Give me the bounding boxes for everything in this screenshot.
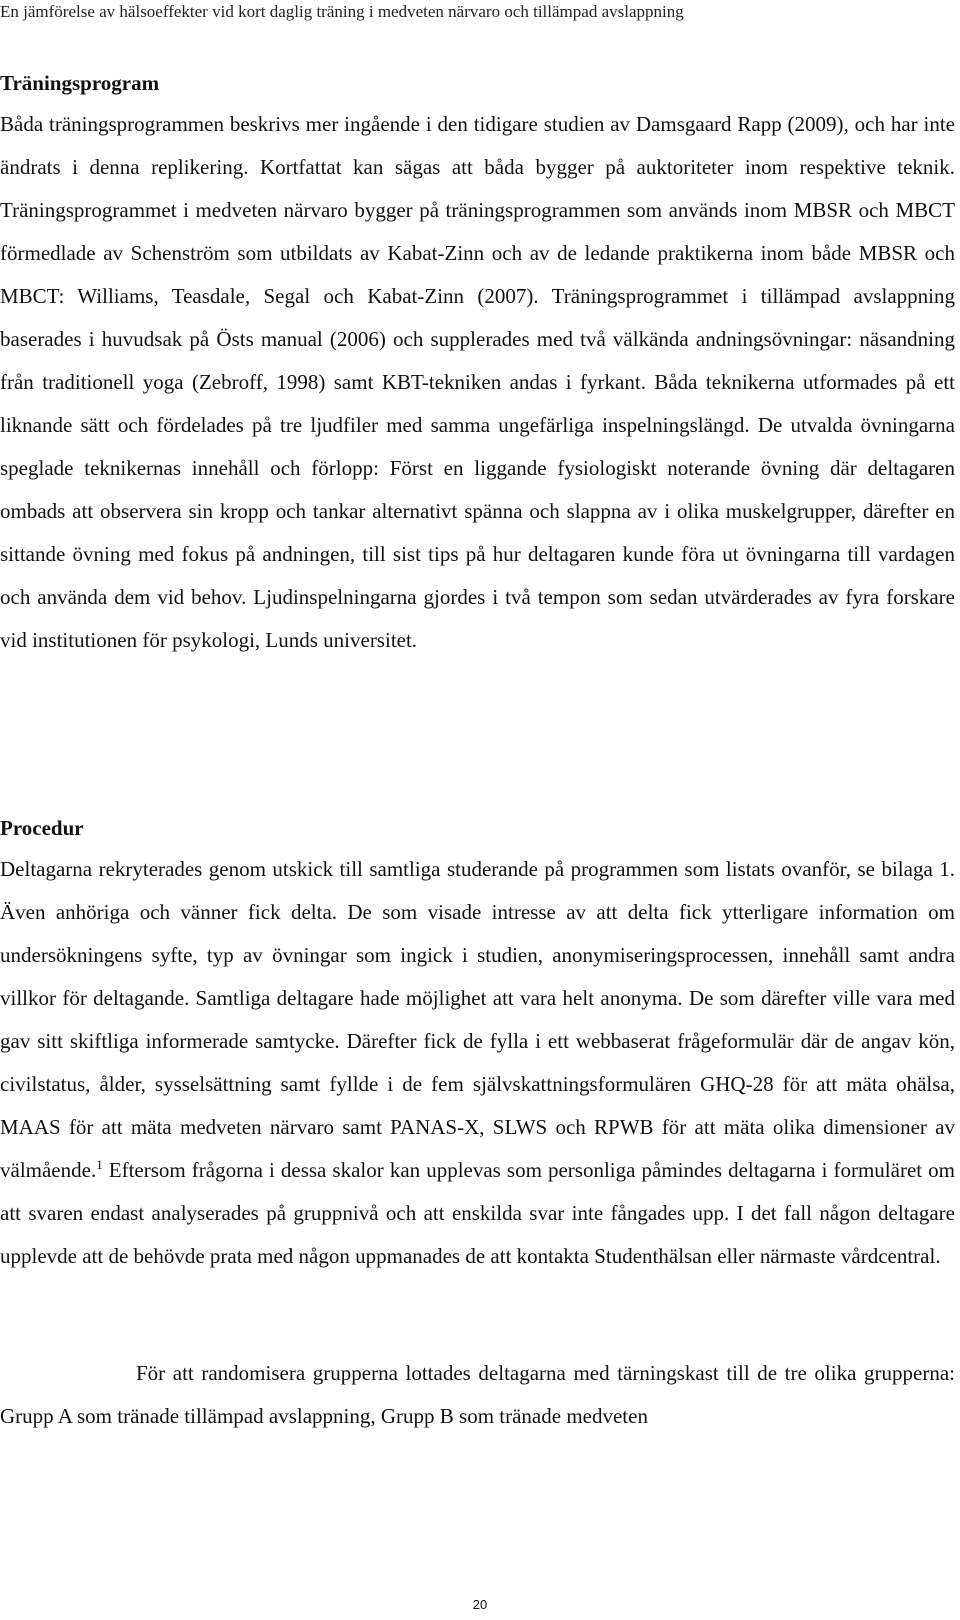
- paragraph-procedure-1-text-a: Deltagarna rekryterades genom utskick till samtliga studerande på programmen som listats ovanför, se bilaga 1. Även anhöriga och vänner fick delta. De som visade intresse av att delta fick ytterligare information om undersökningens syfte, typ av övningar som ingick i studien, anonymiseringsprocessen, innehåll samt andra villkor för deltagande. Samtliga deltagare hade möjlighet att vara helt anonyma. De som därefter ville vara med gav sitt skiftliga informerade samtycke. Därefter fick de fylla i ett webbaserat frågeformulär där de angav kön, civilstatus, ålder, sysselsättning samt fyllde i de fem självskattningsformulären GHQ-28 för att mäta ohälsa, MAAS för att mäta medveten närvaro samt PANAS-X, SLWS och RPWB för att mäta olika dimensioner av välmående.: [0, 857, 955, 1182]
- paragraph-procedure-1-text-b: Eftersom frågorna i dessa skalor kan upplevas som personliga påmindes deltagarna i formuläret om att svaren endast analyserades på gruppnivå och att enskilda svar inte fångades upp. I det fall någon deltagare upplevde att de behövde prata med någon uppmanades de att kontakta Studenthälsan eller närmaste vårdcentral.: [0, 1158, 955, 1268]
- paragraph-procedure-1: [0, 848, 955, 1278]
- footnote-marker: 1: [96, 1157, 103, 1172]
- section-heading-procedure: Procedur: [0, 816, 84, 840]
- page-number: 20: [472, 1597, 488, 1612]
- paragraph-procedure-2: För att randomisera grupperna lottades deltagarna med tärningskast till de tre olika grupperna: Grupp A som tränade tillämpad avslappning, Grupp B som tränade medveten: [0, 1361, 955, 1428]
- section-heading-training: Träningsprogram: [0, 71, 160, 95]
- running-header: En jämförelse av hälsoeffekter vid kort daglig träning i medveten närvaro och tillämpad avslappning: [0, 2, 684, 21]
- paragraph-training: Båda träningsprogrammen beskrivs mer ingående i den tidigare studien av Damsgaard Rapp (2009), och har inte ändrats i denna replikering. Kortfattat kan sägas att båda bygger på auktoriteter inom respektive teknik. Träningsprogrammet i medveten närvaro bygger på träningsprogrammen som används inom MBSR och MBCT förmedlade av Schenström som utbildats av Kabat-Zinn och av de ledande praktikerna inom både MBSR och MBCT: Williams, Teasdale, Segal och Kabat-Zinn (2007). Träningsprogrammet i tillämpad avslappning baserades i huvudsak på Östs manual (2006) och supplerades med två välkända andningsövningar: näsandning från traditionell yoga (Zebroff, 1998) samt KBT-tekniken andas i fyrkant. Båda teknikerna utformades på ett liknande sätt och fördelades på tre ljudfiler med samma ungefärliga inspelningslängd. De utvalda övningarna speglade teknikernas innehåll och förlopp: Först en liggande fysiologiskt noterande övning där deltagaren ombads att observera sin kropp och tankar alternativt spänna och slappna av i olika muskelgrupper, därefter en sittande övning med fokus på andningen, till sist tips på hur deltagaren kunde föra ut övningarna till vardagen och använda dem vid behov. Ljudinspelningarna gjordes i två tempon som sedan utvärderades av fyra forskare vid institutionen för psykologi, Lunds universitet.: [0, 112, 955, 652]
